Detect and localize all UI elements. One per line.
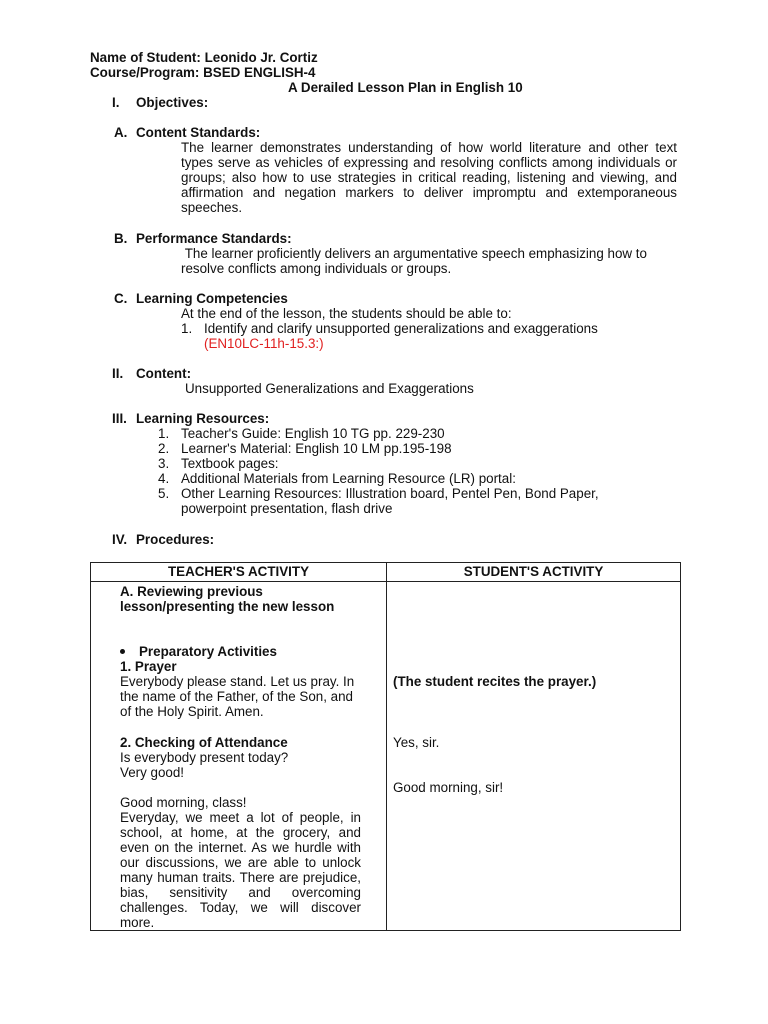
resource-item-text: Learner's Material: English 10 LM pp.195-198	[181, 441, 452, 456]
competency-item-num: 1.	[181, 321, 193, 336]
content-num: II.	[112, 366, 124, 381]
learning-resources-num: III.	[112, 411, 127, 426]
attendance-question: Is everybody present today?	[120, 750, 289, 765]
preparatory-activities-label: Preparatory Activities	[139, 644, 277, 659]
learning-competencies-num: C.	[114, 291, 128, 306]
teacher-paragraph: Everyday, we meet a lot of people, in school, at home, at the grocery, and even on the internet. As we hurdle with our discussions, we are able to unlock many human traits. There are prejudice, bias, sensitivity and overcoming challenges. Today, we will discover more.	[120, 810, 361, 930]
objectives-heading: Objectives:	[136, 95, 209, 110]
content-standards-text: The learner demonstrates understanding of how world literature and other text types serve as vehicles of expressing and resolving conflicts among individuals or groups; also how to use strategies in critical reading, listening and viewing, and affirmation and negation markers to deliver impromptu and extemporaneous speeches.	[181, 140, 677, 215]
resource-item-text: Teacher's Guide: English 10 TG pp. 229-230	[181, 426, 445, 441]
teacher-sub-a: A. Reviewing previous lesson/presenting the new lesson	[120, 584, 335, 614]
student-greeting: Good morning, sir!	[393, 780, 504, 795]
resource-item-num: 2.	[158, 441, 170, 456]
resource-item-num: 1.	[158, 426, 170, 441]
objectives-num: I.	[112, 95, 120, 110]
bullet-icon	[120, 649, 125, 654]
prayer-text: Everybody please stand. Let us pray. In the name of the Father, of the Son, and of the Holy Spirit. Amen.	[120, 674, 355, 719]
resource-item-text: Textbook pages:	[181, 456, 279, 471]
learning-competencies-intro: At the end of the lesson, the students should be able to:	[181, 306, 512, 321]
procedures-heading: Procedures:	[136, 532, 215, 547]
content-heading: Content:	[136, 366, 192, 381]
resource-item-text: Additional Materials from Learning Resource (LR) portal:	[181, 471, 516, 486]
procedures-num: IV.	[112, 532, 128, 547]
student-prayer: (The student recites the prayer.)	[393, 674, 597, 689]
very-good-text: Very good!	[120, 765, 185, 780]
learning-resources-heading: Learning Resources:	[136, 411, 270, 426]
resource-item-num: 5.	[158, 486, 170, 501]
competency-code: (EN10LC-11h-15.3:)	[204, 336, 324, 351]
student-name-line: Name of Student: Leonido Jr. Cortiz	[90, 50, 318, 65]
resource-item-num: 3.	[158, 456, 170, 471]
activity-table	[90, 562, 681, 931]
table-header-divider	[91, 581, 680, 582]
resource-item-num: 4.	[158, 471, 170, 486]
student-activity-header: STUDENT'S ACTIVITY	[463, 564, 604, 579]
attendance-title: 2. Checking of Attendance	[120, 735, 288, 750]
competency-item-text: Identify and clarify unsupported generalizations and exaggerations	[204, 321, 598, 336]
performance-standards-text: The learner proficiently delivers an argumentative speech emphasizing how to resolve conflicts among individuals or groups.	[181, 246, 651, 276]
preparatory-activities-bullet	[120, 644, 277, 659]
resource-item-text: Other Learning Resources: Illustration board, Pentel Pen, Bond Paper, powerpoint presentation, flash drive	[181, 486, 599, 516]
content-standards-num: A.	[114, 125, 128, 140]
performance-standards-num: B.	[114, 231, 128, 246]
performance-standards-heading: Performance Standards:	[136, 231, 292, 246]
table-column-divider	[386, 563, 387, 930]
document-title: A Derailed Lesson Plan in English 10	[288, 80, 523, 95]
teacher-greeting: Good morning, class!	[120, 795, 247, 810]
learning-competencies-heading: Learning Competencies	[136, 291, 288, 306]
student-yes: Yes, sir.	[393, 735, 440, 750]
course-program-line: Course/Program: BSED ENGLISH-4	[90, 65, 316, 80]
content-text: Unsupported Generalizations and Exaggerations	[185, 381, 474, 396]
content-standards-heading: Content Standards:	[136, 125, 261, 140]
teacher-activity-header: TEACHER'S ACTIVITY	[167, 564, 310, 579]
prayer-title: 1. Prayer	[120, 659, 177, 674]
